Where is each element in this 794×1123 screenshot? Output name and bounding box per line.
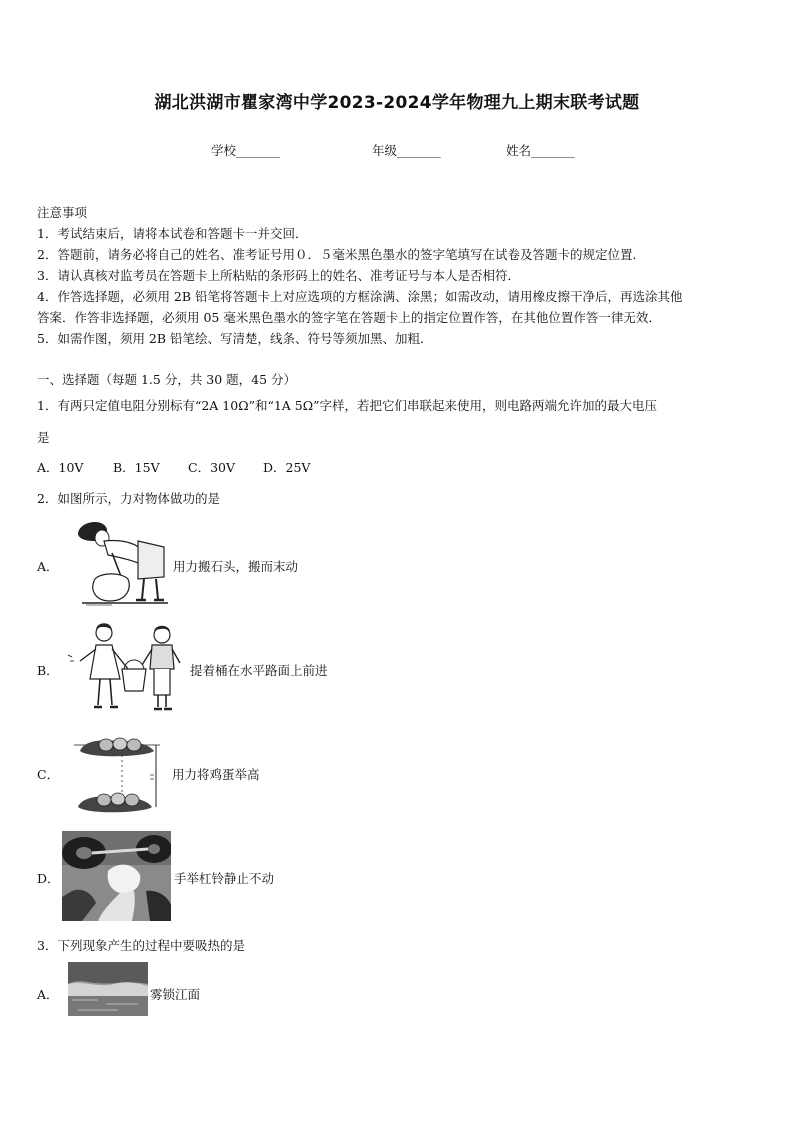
question-2-option-c-text: 用力将鸡蛋举高 (172, 767, 260, 782)
notice-item: 3．请认真核对监考员在答题卡上所粘贴的条形码上的姓名、准考证号与本人是否相符． (37, 268, 520, 283)
question-3-option-a-text: 雾锁江面 (150, 987, 201, 1002)
question-2-option-a-label: A． (37, 559, 59, 574)
children-carrying-bucket-image (66, 621, 188, 716)
weightlifter-photo-image (62, 831, 171, 921)
question-1-stem-cont: 是 (37, 430, 50, 445)
notice-item: 2．答题前，请务必将自己的姓名、准考证号用０．５毫米黑色墨水的签字笔填写在试卷及答题卡的规定位置． (37, 247, 645, 262)
question-2-option-d-label: D． (37, 871, 60, 886)
notice-heading: 注意事项 (37, 205, 88, 220)
foggy-river-image (68, 962, 148, 1016)
question-2-option-a-text: 用力搬石头，搬而末动 (173, 559, 299, 574)
notice-item: 答案．作答非选择题，必须用 05 毫米黑色墨水的签字笔在答题卡上的指定位置作答，在其他位置作答一律无效． (37, 310, 661, 325)
notice-item: 1．考试结束后，请将本试卷和答题卡一并交回． (37, 226, 308, 241)
question-3-option-a-label: A． (37, 987, 59, 1002)
hand-lifting-eggs-image (60, 733, 170, 815)
person-lifting-stone-image (72, 519, 170, 607)
question-2-option-b-label: B． (37, 663, 59, 678)
question-2-option-d-text: 手举杠铃静止不动 (174, 871, 275, 886)
notice-item: 4．作答选择题，必须用 2B 铅笔将答题卡上对应选项的方框涂满、涂黑；如需改动，请用橡皮擦干净后，再选涂其他 (37, 289, 683, 304)
section-heading: 一、选择题（每题 1.5 分，共 30 题，45 分） (37, 372, 297, 387)
notice-item: 5．如需作图，须用 2B 铅笔绘、写清楚，线条、符号等须加黑、加粗． (37, 331, 433, 346)
question-1-option-d: D．25V (263, 460, 311, 475)
name-field: 姓名_______ (506, 143, 575, 158)
question-1-option-a: A．10V (37, 460, 84, 475)
grade-field: 年级_______ (372, 143, 441, 158)
question-1-stem: 1．有两只定值电阻分别标有“2A 10Ω”和“1A 5Ω”字样，若把它们串联起来使用，则电路两端允许加的最大电压 (37, 398, 658, 413)
question-2-stem: 2．如图所示，力对物体做功的是 (37, 491, 220, 506)
page-title: 湖北洪湖市瞿家湾中学2023-2024学年物理九上期末联考试题 (154, 93, 640, 113)
school-field: 学校_______ (211, 143, 280, 158)
question-2-option-b-text: 提着桶在水平路面上前进 (190, 663, 328, 678)
question-2-option-c-label: C． (37, 767, 60, 782)
question-3-stem: 3．下列现象产生的过程中要吸热的是 (37, 938, 245, 953)
question-1-option-c: C．30V (188, 460, 235, 475)
question-1-option-b: B．15V (113, 460, 160, 475)
